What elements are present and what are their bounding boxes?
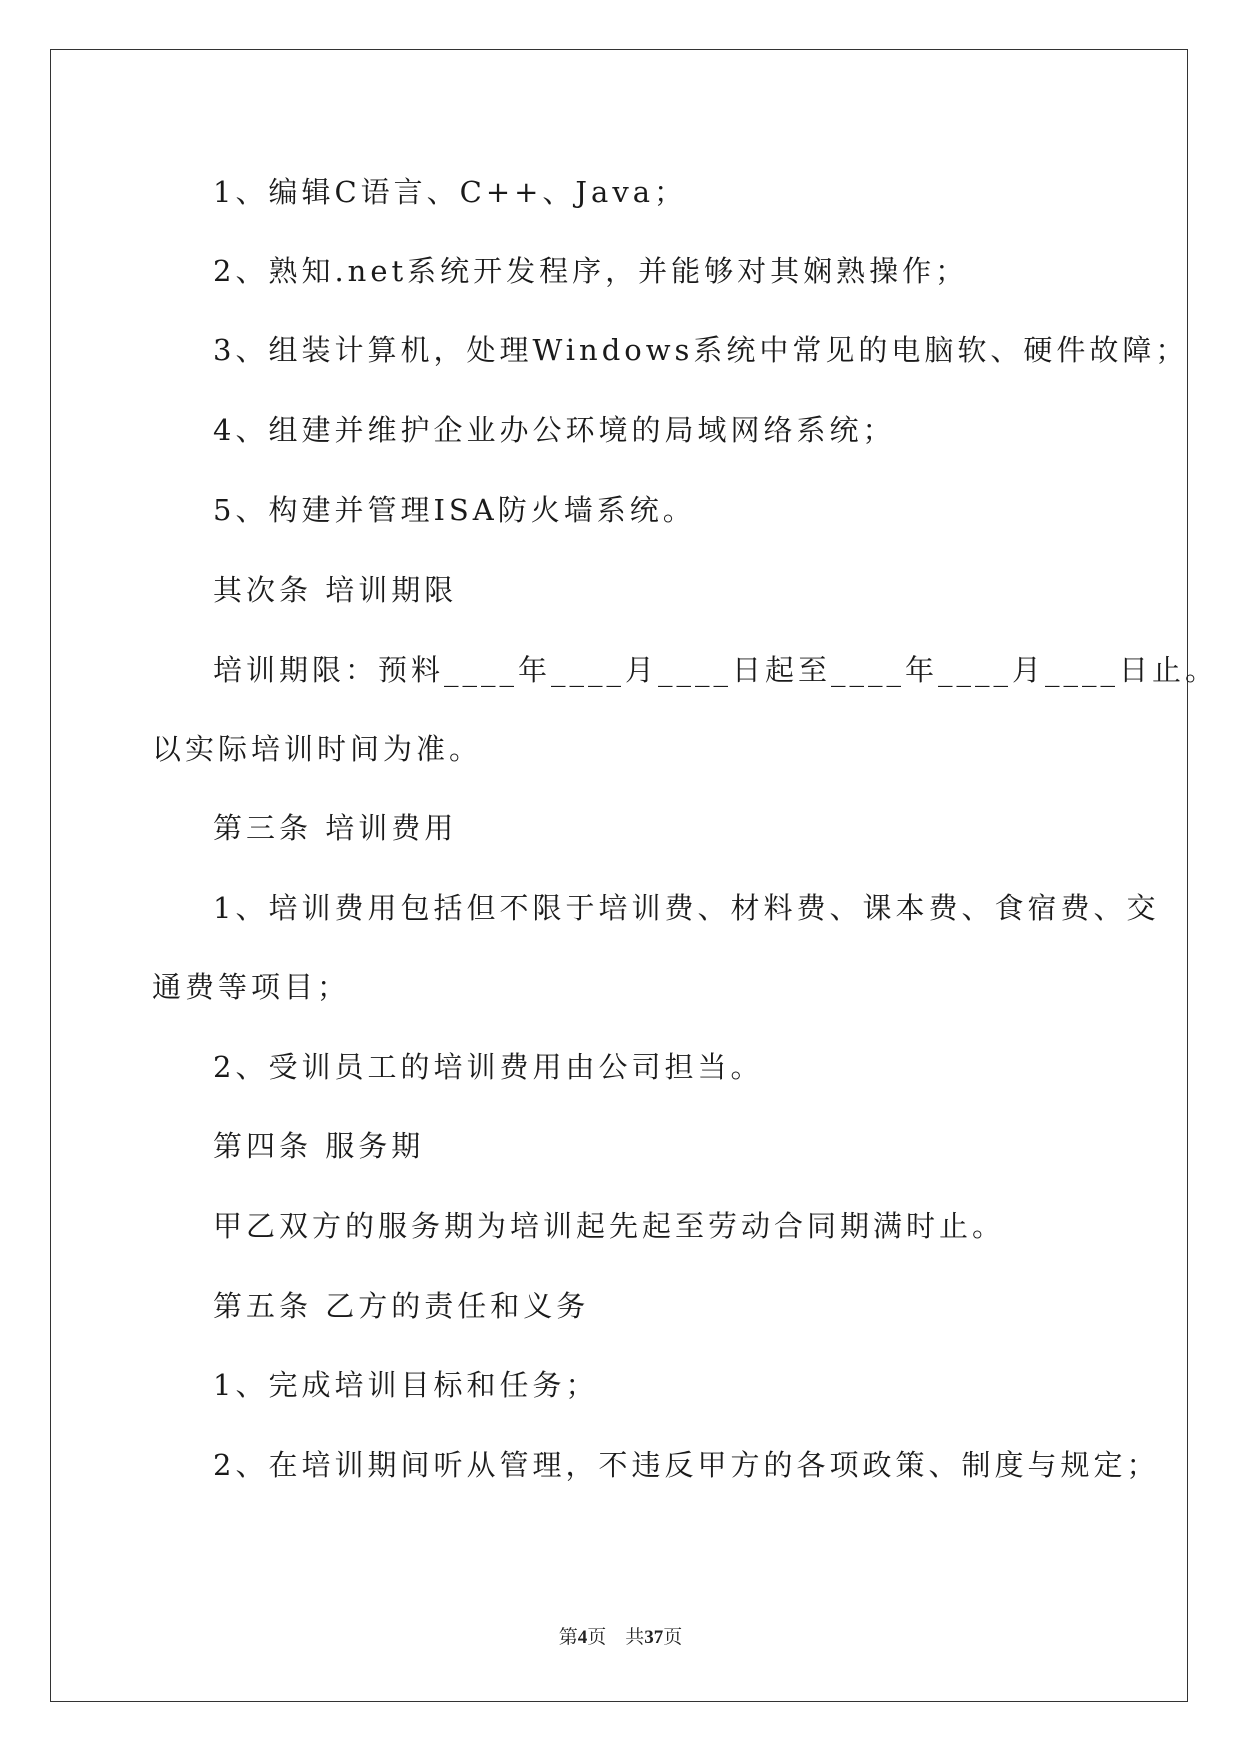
list-item-skill-5: 5、构建并管理ISA防火墙系统。 xyxy=(213,493,696,527)
list-item-skill-4: 4、组建并维护企业办公环境的局域网络系统； xyxy=(213,413,896,447)
list-item-cost-1-cont: 通费等项目； xyxy=(152,970,351,1004)
paragraph-training-period: 培训期限：预料____年____月____日起至____年____月____日止。 xyxy=(213,653,1219,687)
list-item-duty-1: 1、完成培训目标和任务； xyxy=(213,1368,599,1402)
footer-page-number: 4 xyxy=(577,1627,588,1648)
section-heading-party-b-duties: 第五条 乙方的责任和义务 xyxy=(213,1289,590,1323)
list-item-skill-3: 3、组装计算机，处理Windows系统中常见的电脑软、硬件故障； xyxy=(213,333,1189,367)
footer-prefix: 第 xyxy=(558,1627,578,1648)
section-heading-training-period: 其次条 培训期限 xyxy=(213,573,458,607)
footer-total-pages: 37 xyxy=(644,1627,664,1648)
list-item-cost-2: 2、受训员工的培训费用由公司担当。 xyxy=(213,1050,764,1084)
paragraph-training-period-cont: 以实际培训时间为准。 xyxy=(152,732,483,766)
section-heading-service-period: 第四条 服务期 xyxy=(213,1129,425,1163)
list-item-skill-1: 1、编辑C语言、C++、Java； xyxy=(213,175,688,209)
list-item-skill-2: 2、熟知.net系统开发程序，并能够对其娴熟操作； xyxy=(213,254,969,288)
list-item-cost-1: 1、培训费用包括但不限于培训费、材料费、课本费、食宿费、交 xyxy=(213,891,1160,925)
footer-mid: 页 共 xyxy=(587,1627,645,1648)
page-footer xyxy=(0,1622,1241,1649)
section-heading-training-cost: 第三条 培训费用 xyxy=(213,811,458,845)
footer-suffix: 页 xyxy=(663,1627,683,1648)
paragraph-service-period: 甲乙双方的服务期为培训起先起至劳动合同期满时止。 xyxy=(213,1209,1006,1243)
list-item-duty-2: 2、在培训期间听从管理，不违反甲方的各项政策、制度与规定； xyxy=(213,1448,1160,1482)
